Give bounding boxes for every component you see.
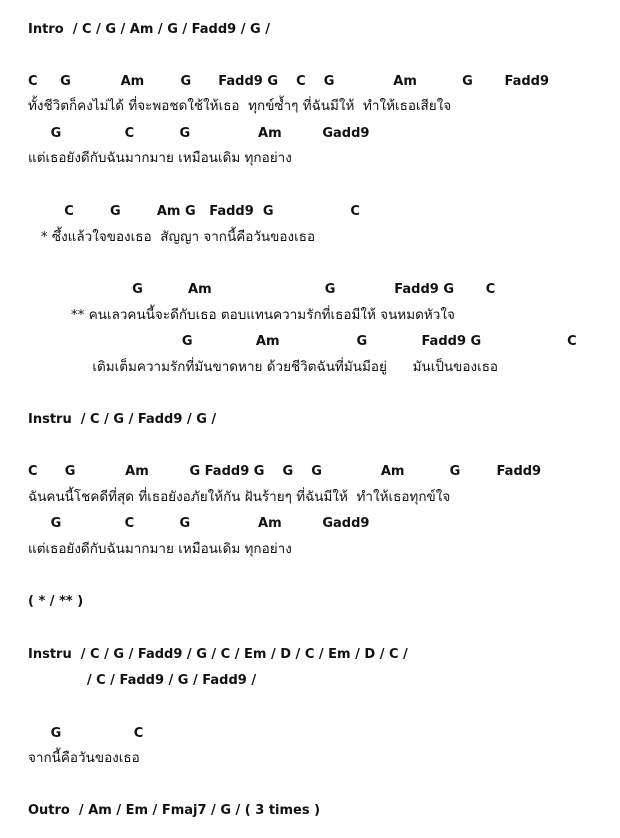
- instru-line: / C / Fadd9 / G / Fadd9 /: [28, 673, 257, 688]
- lyric-line: ทั้งชีวิตก็คงไม่ได้ ที่จะพอชดใช้ให้เธอ ทุกข์ซ้ำๆ ที่ฉันมีให้ ทำให้เธอเสียใจ: [28, 98, 452, 114]
- chord-line: C G Am G Fadd9 G C: [28, 204, 360, 219]
- lyric-line: * ซึ้งแล้วใจของเธอ สัญญา จากนี้คือวันของเธอ: [28, 229, 316, 245]
- lyric-line: ฉันคนนี้โชคดีที่สุด ที่เธอยังอภัยให้กัน ฝันร้ายๆ ที่ฉันมีให้ ทำให้เธอทุกข์ใจ: [28, 489, 451, 505]
- instru-line: Instru / C / G / Fadd9 / G / C / Em / D / C / Em / D / C /: [28, 647, 408, 662]
- chord-line: G C G Am Gadd9: [28, 126, 370, 141]
- lyric-line: เติมเต็มความรักที่มันขาดหาย ด้วยชีวิตฉันที่มันมีอยู่ มันเป็นของเธอ: [28, 359, 499, 375]
- lyric-line: แต่เธอยังดีกับฉันมากมาย เหมือนเดิม ทุกอย่าง: [28, 150, 292, 166]
- chord-line: G Am G Fadd9 G C: [28, 282, 496, 297]
- chord-line: C G Am G Fadd9 G C G Am G Fadd9: [28, 74, 550, 89]
- chord-line: G C G Am Gadd9: [28, 516, 370, 531]
- lyric-line: แต่เธอยังดีกับฉันมากมาย เหมือนเดิม ทุกอย่าง: [28, 541, 292, 557]
- chord-line: G C: [28, 726, 144, 741]
- instru-line: Instru / C / G / Fadd9 / G /: [28, 412, 217, 427]
- outro-line: Outro / Am / Em / Fmaj7 / G / ( 3 times ): [28, 803, 321, 818]
- intro-line: Intro / C / G / Am / G / Fadd9 / G /: [28, 22, 270, 37]
- lyric-line: จากนี้คือวันของเธอ: [28, 750, 140, 766]
- chord-line: G Am G Fadd9 G C: [28, 334, 577, 349]
- lyric-line: ** คนเลวคนนี้จะดีกับเธอ ตอบแทนความรักที่เธอมีให้ จนหมดหัวใจ: [28, 307, 455, 323]
- repeat-marker: ( * / ** ): [28, 594, 84, 609]
- chord-line: C G Am G Fadd9 G G G Am G Fadd9: [28, 464, 542, 479]
